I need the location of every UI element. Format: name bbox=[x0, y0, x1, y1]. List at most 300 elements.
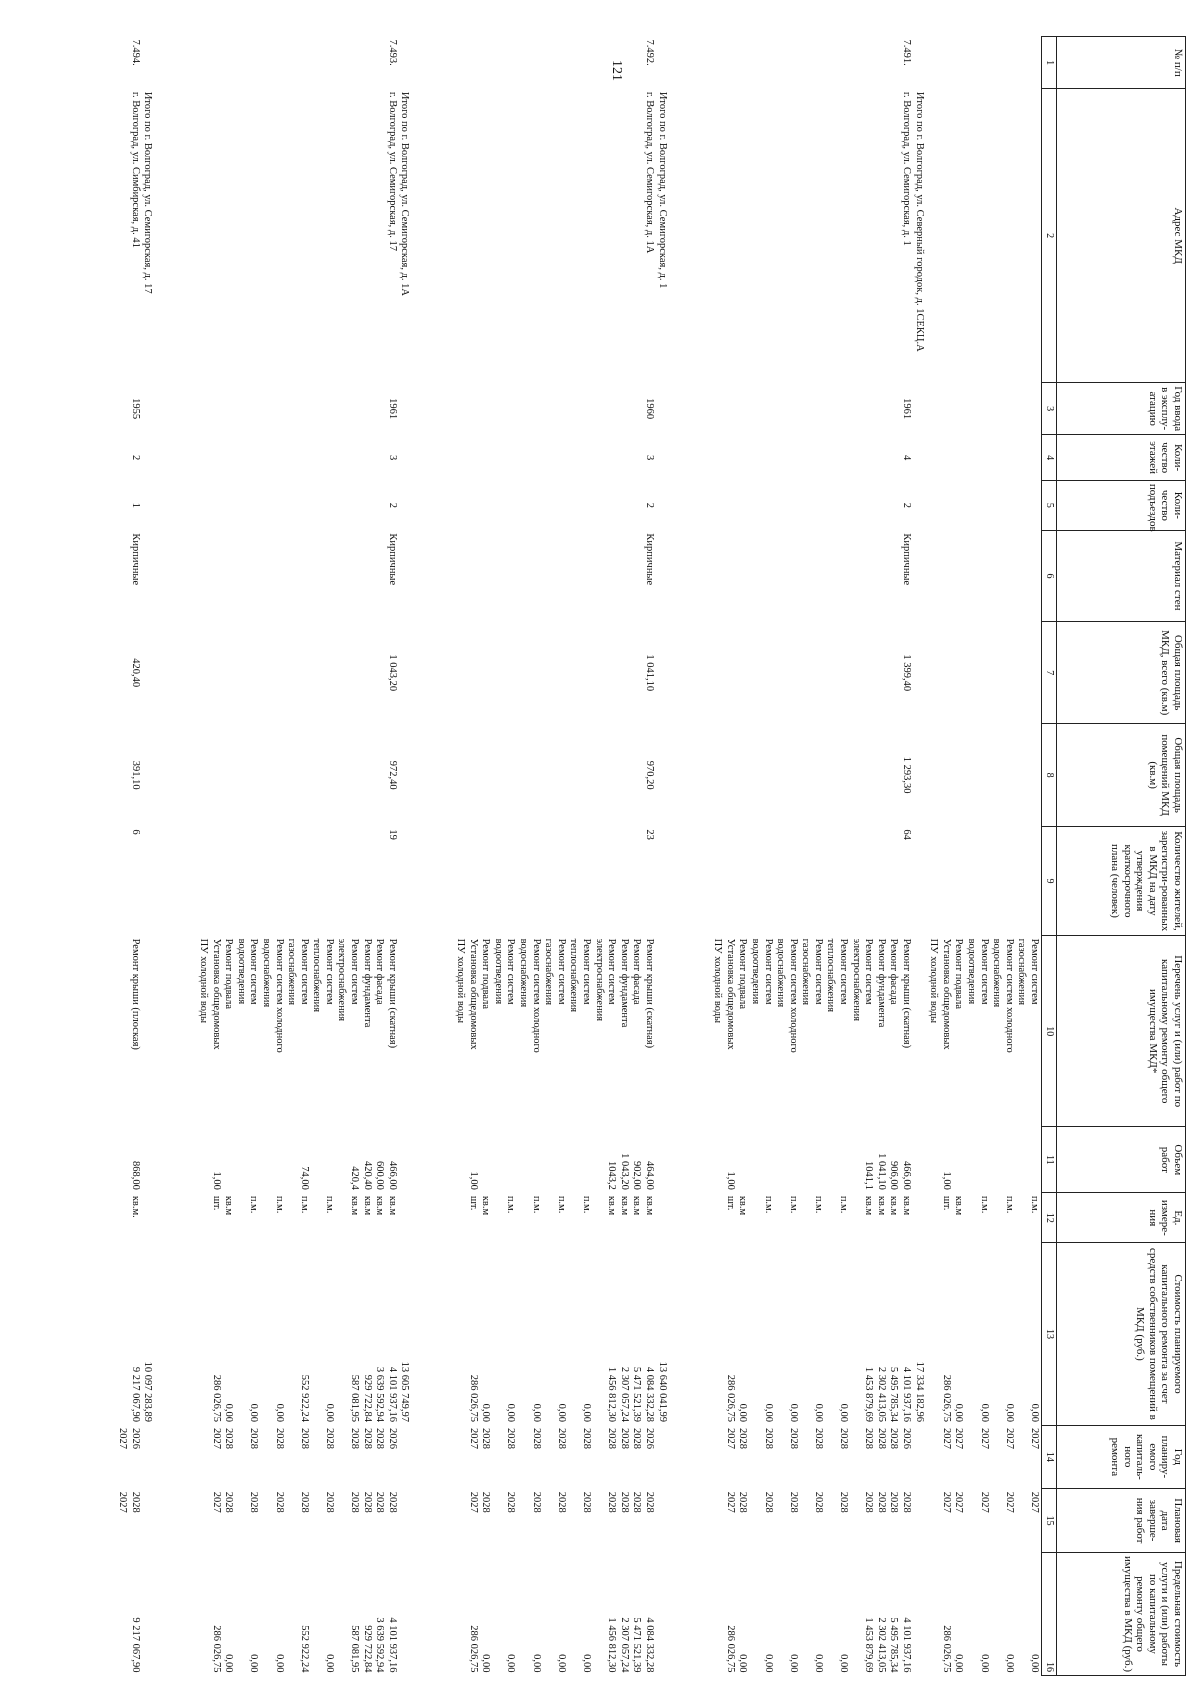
residents-cell bbox=[114, 826, 154, 935]
residents-cell bbox=[709, 826, 926, 935]
work-cell bbox=[114, 936, 154, 1127]
spacer-line bbox=[141, 1130, 154, 1190]
gap-cell bbox=[669, 621, 710, 723]
column-header: № п/п bbox=[1057, 37, 1186, 89]
spacer-line bbox=[141, 533, 154, 618]
gap-cell bbox=[154, 1425, 195, 1489]
gap-cell bbox=[411, 724, 452, 826]
empty-cell bbox=[926, 530, 1042, 621]
floors-cell bbox=[195, 435, 412, 481]
gap-cell bbox=[154, 621, 195, 723]
carryover-volume bbox=[926, 1127, 1042, 1193]
volume-cell bbox=[114, 1127, 154, 1193]
entrances-cell bbox=[195, 480, 412, 530]
spacer-line bbox=[912, 1196, 925, 1240]
column-number: 11 bbox=[1042, 1127, 1057, 1193]
address-cell bbox=[452, 89, 669, 383]
gap-cell bbox=[411, 480, 452, 530]
record-gap bbox=[154, 37, 195, 1676]
column-header: Коли-чество этажей bbox=[1057, 435, 1186, 481]
area_total: 1 043,20 bbox=[386, 654, 398, 692]
end-cell bbox=[114, 1489, 154, 1553]
work-list: Ремонт крыши (плоская) bbox=[129, 938, 141, 1050]
spacer-line bbox=[141, 40, 154, 86]
material: Кирпичные bbox=[386, 533, 398, 586]
plan_year-list: 2026 2028 2028 2028 2028 2028 2028 2028 2028 2027 bbox=[467, 1428, 655, 1449]
unit-list: кв.м. bbox=[129, 1195, 141, 1218]
gap-cell bbox=[411, 1127, 452, 1193]
gap-cell bbox=[669, 1243, 710, 1425]
gap-cell bbox=[154, 1552, 195, 1675]
gap-cell bbox=[154, 435, 195, 481]
gap-cell bbox=[154, 530, 195, 621]
area_rooms-cell bbox=[452, 724, 669, 826]
spacer-line bbox=[655, 727, 668, 823]
spacer-line bbox=[398, 829, 411, 932]
column-header: Год планиру-емого капиталь-ного ремонта bbox=[1057, 1425, 1186, 1489]
limit-list: 9 217 067,90 bbox=[129, 1617, 141, 1673]
end-list: 2028 2027 bbox=[117, 1491, 141, 1513]
plan_year-cell bbox=[709, 1425, 926, 1489]
spacer-line bbox=[141, 438, 154, 478]
gap-cell bbox=[669, 435, 710, 481]
empty-cell bbox=[926, 724, 1042, 826]
column-number: 10 bbox=[1042, 936, 1057, 1127]
record-number: 7.493. bbox=[386, 39, 398, 66]
end-cell bbox=[709, 1489, 926, 1553]
work-cell bbox=[195, 936, 412, 1127]
work-cell bbox=[452, 936, 669, 1127]
address: г. Волгоград, ул. Семигорская, д. 17 bbox=[386, 91, 398, 251]
gap-cell bbox=[411, 1425, 452, 1489]
spacer-line bbox=[912, 483, 925, 527]
spacer-line bbox=[398, 533, 411, 618]
gap-cell bbox=[411, 826, 452, 935]
column-number: 3 bbox=[1042, 382, 1057, 434]
area_rooms-cell bbox=[114, 724, 154, 826]
unit-cell bbox=[452, 1193, 669, 1243]
house-record bbox=[452, 37, 669, 1676]
year: 1961 bbox=[386, 398, 398, 420]
year-cell bbox=[452, 382, 669, 434]
area_total-cell bbox=[195, 621, 412, 723]
end-list: 2028 2028 2028 2028 2028 2028 2028 2028 2028 2027 bbox=[724, 1491, 913, 1513]
total-cost: 13 640 041,99 bbox=[656, 1361, 668, 1422]
area_total-cell bbox=[114, 621, 154, 723]
column-header: Предельная стоимость услуги и (или) работы по капитальному ремонту общего имущества в МКД (руб.) bbox=[1057, 1552, 1186, 1675]
volume-list: 466,00 600,00 420,40 420,4 74,00 1,00 bbox=[210, 1160, 398, 1190]
volume-cell bbox=[452, 1127, 669, 1193]
record-number-cell bbox=[452, 37, 669, 89]
gap-cell bbox=[411, 621, 452, 723]
floors-cell bbox=[114, 435, 154, 481]
gap-cell bbox=[669, 37, 710, 89]
spacer-line bbox=[141, 727, 154, 823]
plan_year-cell bbox=[195, 1425, 412, 1489]
cost-cell bbox=[452, 1243, 669, 1425]
volume-list: 466,00 906,00 1 041,10 1041,1 1,00 bbox=[724, 1153, 913, 1190]
gap-cell bbox=[154, 382, 195, 434]
spacer-line bbox=[912, 1130, 925, 1190]
column-number: 14 bbox=[1042, 1425, 1057, 1489]
year: 1955 bbox=[129, 398, 141, 420]
column-header: Коли-чество подъездов bbox=[1057, 480, 1186, 530]
column-header: Общая площадь МКД, всего (кв.м) bbox=[1057, 621, 1186, 723]
work-list: Ремонт крыши (скатная) Ремонт фасада Ремонт фундамента Ремонт систем электроснабжения Ремонт систем теплоснабжения Ремонт систем газоснабжения Ремонт систем холодного водоснабжения Ремонт систем водоотведения Ремонт подвала Установка общедомовых ПУ холодной воды bbox=[197, 938, 398, 1053]
material-cell bbox=[195, 530, 412, 621]
spacer-line bbox=[655, 1428, 668, 1486]
carryover-cost-text: 0,00 0,00 0,00 0,00 286 026,75 bbox=[940, 1374, 1040, 1422]
spacer-line bbox=[655, 1196, 668, 1240]
gap-cell bbox=[669, 1425, 710, 1489]
record-number: 7.491. bbox=[901, 39, 913, 66]
cost-cell bbox=[114, 1243, 154, 1425]
material: Кирпичные bbox=[643, 533, 655, 586]
column-header: Год ввода в эксплу-атацию bbox=[1057, 382, 1186, 434]
spacer-line bbox=[655, 1130, 668, 1190]
carryover-end-text: 2027 2027 2027 2027 2027 bbox=[940, 1491, 1040, 1513]
spacer-line bbox=[141, 1492, 154, 1550]
entrances-cell bbox=[114, 480, 154, 530]
address-cell bbox=[195, 89, 412, 383]
plan_year-list: 2026 2028 2028 2028 2028 2028 2028 2028 2028 2027 bbox=[210, 1428, 398, 1449]
column-number: 16 bbox=[1042, 1552, 1057, 1675]
limit-cell bbox=[114, 1552, 154, 1675]
spacer-line bbox=[398, 438, 411, 478]
spacer-line bbox=[398, 1555, 411, 1672]
limit-list: 4 101 937,16 3 639 592,94 929 722,84 587 081,95 0,00 552 922,24 0,00 0,00 0,00 286 026,75 bbox=[210, 1617, 398, 1673]
spacer-line bbox=[398, 483, 411, 527]
end-cell bbox=[452, 1489, 669, 1553]
carryover-work-text: Ремонт систем газоснабжения Ремонт систем холодного водоснабжения Ремонт систем водоотведения Ремонт подвала Установка общедомовых ПУ холодной воды bbox=[928, 938, 1040, 1053]
spacer-line bbox=[655, 40, 668, 86]
entrances-cell bbox=[709, 480, 926, 530]
carryover-limit bbox=[926, 1552, 1042, 1675]
spacer-line bbox=[398, 385, 411, 431]
gap-cell bbox=[154, 826, 195, 935]
empty-cell bbox=[926, 382, 1042, 434]
column-number: 1 bbox=[1042, 37, 1057, 89]
year: 1961 bbox=[901, 398, 913, 420]
entrances-cell bbox=[452, 480, 669, 530]
column-header: Ед. измере-ния bbox=[1057, 1193, 1186, 1243]
entrances: 2 bbox=[901, 502, 913, 508]
floors-cell bbox=[709, 435, 926, 481]
column-header: Общая площадь помещений МКД (кв.м) bbox=[1057, 724, 1186, 826]
gap-cell bbox=[411, 530, 452, 621]
column-header: Количество жителей, зарегистри-рованных в МКД на дату утверждения краткосрочного плана (человек) bbox=[1057, 826, 1186, 935]
spacer-line bbox=[912, 533, 925, 618]
spacer-line bbox=[655, 939, 668, 1124]
column-number: 8 bbox=[1042, 724, 1057, 826]
area_total-cell bbox=[452, 621, 669, 723]
spacer-line bbox=[655, 624, 668, 720]
gap-cell bbox=[669, 936, 710, 1127]
gap-cell bbox=[154, 1127, 195, 1193]
work-list: Ремонт крыши (скатная) Ремонт фасада Ремонт фундамента Ремонт систем электроснабжения Ремонт систем теплоснабжения Ремонт систем газоснабжения Ремонт систем холодного водоснабжения Ремонт систем водоотведения Ремонт подвала Установка общедомовых ПУ холодной воды bbox=[455, 938, 655, 1053]
spacer-line bbox=[398, 1130, 411, 1190]
empty-cell bbox=[926, 621, 1042, 723]
cost-list: 9 217 067,90 bbox=[129, 1366, 141, 1422]
gap-cell bbox=[154, 480, 195, 530]
record-number: 7.492. bbox=[643, 39, 655, 66]
column-number: 5 bbox=[1042, 480, 1057, 530]
unit-list: кв.м кв.м кв.м кв.м п.м. п.м. п.м. п.м. кв.м шт. bbox=[210, 1195, 398, 1216]
area_total: 1 041,10 bbox=[643, 654, 655, 692]
area_rooms-cell bbox=[195, 724, 412, 826]
area_rooms: 972,40 bbox=[386, 760, 398, 790]
volume-list: 464,00 902,00 1 043,20 1043,2 1,00 bbox=[467, 1153, 655, 1190]
gap-cell bbox=[669, 530, 710, 621]
residents-cell bbox=[452, 826, 669, 935]
column-header: Адрес МКД bbox=[1057, 89, 1186, 383]
gap-cell bbox=[411, 1552, 452, 1675]
column-number: 13 bbox=[1042, 1243, 1057, 1425]
work-cell bbox=[709, 936, 926, 1127]
empty-cell bbox=[926, 480, 1042, 530]
spacer-line bbox=[655, 438, 668, 478]
spacer-line bbox=[912, 1555, 925, 1672]
plan_year-list: 2026 2028 2028 2028 2028 2028 2028 2028 2028 2027 bbox=[724, 1428, 913, 1449]
volume-list: 868,00 bbox=[129, 1160, 141, 1190]
carryover-work bbox=[926, 936, 1042, 1127]
gap-cell bbox=[154, 89, 195, 383]
spacer-line bbox=[141, 1428, 154, 1486]
area_rooms: 1 293,30 bbox=[901, 756, 913, 794]
carryover-volume-text: 1,00 bbox=[940, 1171, 952, 1190]
material-cell bbox=[452, 530, 669, 621]
total-label: Итого по г. Волгоград, ул. Семигорская, д. 1А bbox=[399, 91, 411, 297]
gap-cell bbox=[411, 1489, 452, 1553]
column-header: Материал стен bbox=[1057, 530, 1186, 621]
spacer-line bbox=[655, 483, 668, 527]
unit-list: кв.м кв.м кв.м кв.м п.м. п.м. п.м. п.м. кв.м шт. bbox=[724, 1195, 913, 1216]
column-header: Объем работ bbox=[1057, 1127, 1186, 1193]
entrances: 2 bbox=[643, 502, 655, 508]
year-cell bbox=[195, 382, 412, 434]
carryover-year-text: 2027 2027 2027 2027 2027 bbox=[940, 1428, 1040, 1449]
end-list: 2028 2028 2028 2028 2028 2028 2028 2028 2028 2027 bbox=[210, 1491, 398, 1513]
record-gap bbox=[669, 37, 710, 1676]
gap-cell bbox=[411, 382, 452, 434]
record-gap bbox=[411, 37, 452, 1676]
residents: 19 bbox=[386, 829, 398, 840]
unit-cell bbox=[195, 1193, 412, 1243]
gap-cell bbox=[669, 1489, 710, 1553]
carryover-unit-text: п.м. п.м. п.м. кв.м шт. bbox=[940, 1195, 1040, 1216]
entrances: 1 bbox=[129, 502, 141, 508]
gap-cell bbox=[669, 1552, 710, 1675]
spacer-line bbox=[912, 438, 925, 478]
gap-cell bbox=[669, 1193, 710, 1243]
material-cell bbox=[709, 530, 926, 621]
address: г. Волгоград, ул. Семигорская, д. 1А bbox=[643, 91, 655, 254]
address: г. Волгоград, ул. Семигорская, д. 1 bbox=[901, 91, 913, 246]
gap-cell bbox=[411, 1243, 452, 1425]
spacer-line bbox=[398, 939, 411, 1124]
column-number-row bbox=[1042, 37, 1057, 1676]
gap-cell bbox=[669, 1127, 710, 1193]
gap-cell bbox=[154, 1489, 195, 1553]
limit-cell bbox=[195, 1552, 412, 1675]
material: Кирпичные bbox=[901, 533, 913, 586]
floors: 4 bbox=[901, 454, 913, 461]
floors: 3 bbox=[643, 454, 655, 461]
carryover-year bbox=[926, 1425, 1042, 1489]
work-list: Ремонт крыши (скатная) Ремонт фасада Ремонт фундамента Ремонт систем электроснабжения Ремонт систем теплоснабжения Ремонт систем газоснабжения Ремонт систем холодного водоснабжения Ремонт систем водоотведения Ремонт подвала Установка общедомовых ПУ холодной воды bbox=[712, 938, 913, 1053]
gap-cell bbox=[669, 382, 710, 434]
year-cell bbox=[114, 382, 154, 434]
gap-cell bbox=[669, 480, 710, 530]
spacer-line bbox=[141, 483, 154, 527]
column-number: 4 bbox=[1042, 435, 1057, 481]
total-cost: 13 605 749,97 bbox=[399, 1361, 411, 1422]
area_total-cell bbox=[709, 621, 926, 723]
spacer-line bbox=[141, 939, 154, 1124]
gap-cell bbox=[669, 724, 710, 826]
limit-list: 4 101 937,16 5 495 785,34 2 302 413,05 1 453 879,69 0,00 0,00 0,00 0,00 0,00 286 026,75 bbox=[724, 1617, 913, 1673]
limit-cell bbox=[709, 1552, 926, 1675]
column-number: 2 bbox=[1042, 89, 1057, 383]
column-number: 6 bbox=[1042, 530, 1057, 621]
unit-cell bbox=[709, 1193, 926, 1243]
cost-cell bbox=[195, 1243, 412, 1425]
total-label: Итого по г. Волгоград, ул. Северный городок, д. 1СЕКЦ.А bbox=[913, 91, 925, 352]
spacer-line bbox=[398, 624, 411, 720]
spacer-line bbox=[912, 385, 925, 431]
spacer-line bbox=[912, 40, 925, 86]
spacer-line bbox=[141, 624, 154, 720]
limit-list: 4 084 332,28 5 471 521,39 2 307 057,24 1 456 812,30 0,00 0,00 0,00 0,00 0,00 286 026,75 bbox=[467, 1617, 655, 1673]
material-cell bbox=[114, 530, 154, 621]
gap-cell bbox=[411, 37, 452, 89]
gap-cell bbox=[411, 435, 452, 481]
gap-cell bbox=[154, 1193, 195, 1243]
limit-cell bbox=[452, 1552, 669, 1675]
record-number: 7.494. bbox=[129, 39, 141, 66]
cost-list: 4 084 332,28 5 471 521,39 2 307 057,24 1 456 812,30 0,00 0,00 0,00 0,00 0,00 286 026,75 bbox=[467, 1366, 655, 1422]
cost-cell bbox=[709, 1243, 926, 1425]
column-number: 12 bbox=[1042, 1193, 1057, 1243]
spacer-line bbox=[398, 1492, 411, 1550]
gap-cell bbox=[154, 37, 195, 89]
record-number-cell bbox=[114, 37, 154, 89]
spacer-line bbox=[912, 727, 925, 823]
house-record bbox=[709, 37, 926, 1676]
gap-cell bbox=[669, 89, 710, 383]
residents-cell bbox=[195, 826, 412, 935]
spacer-line bbox=[912, 939, 925, 1124]
material: Кирпичные bbox=[129, 533, 141, 586]
column-number: 15 bbox=[1042, 1489, 1057, 1553]
empty-cell bbox=[926, 826, 1042, 935]
spacer-line bbox=[398, 1196, 411, 1240]
empty-cell bbox=[926, 37, 1042, 89]
cost-list: 4 101 937,16 3 639 592,94 929 722,84 587 081,95 0,00 552 922,24 0,00 0,00 0,00 286 026,75 bbox=[210, 1366, 398, 1422]
table-header-row bbox=[1057, 37, 1186, 1676]
gap-cell bbox=[411, 936, 452, 1127]
gap-cell bbox=[411, 89, 452, 383]
spacer-line bbox=[398, 40, 411, 86]
floors: 2 bbox=[129, 454, 141, 461]
house-record bbox=[114, 37, 154, 1676]
cost-list: 4 101 937,16 5 495 785,34 2 302 413,05 1 453 879,69 0,00 0,00 0,00 0,00 0,00 286 026,75 bbox=[724, 1366, 913, 1422]
gap-cell bbox=[154, 1243, 195, 1425]
area_rooms: 391,10 bbox=[129, 760, 141, 790]
empty-cell bbox=[926, 435, 1042, 481]
total-cost: 10 097 283,89 bbox=[142, 1361, 154, 1422]
volume-cell bbox=[195, 1127, 412, 1193]
gap-cell bbox=[669, 826, 710, 935]
end-cell bbox=[195, 1489, 412, 1553]
spacer-line bbox=[141, 1196, 154, 1240]
floors-cell bbox=[452, 435, 669, 481]
carryover-end bbox=[926, 1489, 1042, 1553]
total-cost: 17 334 182,96 bbox=[913, 1361, 925, 1422]
spacer-line bbox=[655, 533, 668, 618]
address: г. Волгоград, ул. Симбирская, д. 41 bbox=[129, 91, 141, 248]
spacer-line bbox=[655, 1555, 668, 1672]
carryover-row bbox=[926, 37, 1042, 1676]
column-header: Стоимость планируемого капитального ремонта за счет средств собственников помещений в МКД (руб.) bbox=[1057, 1243, 1186, 1425]
total-label: Итого по г. Волгоград, ул. Семигорская, д. 1 bbox=[656, 91, 668, 289]
carryover-unit bbox=[926, 1193, 1042, 1243]
page-number: 121 bbox=[609, 60, 624, 81]
area_rooms: 970,20 bbox=[643, 760, 655, 790]
residents: 23 bbox=[643, 829, 655, 840]
unit-cell bbox=[114, 1193, 154, 1243]
spacer-line bbox=[655, 829, 668, 932]
address-cell bbox=[114, 89, 154, 383]
gap-cell bbox=[411, 1193, 452, 1243]
plan_year-cell bbox=[452, 1425, 669, 1489]
plan_year-cell bbox=[114, 1425, 154, 1489]
spacer-line bbox=[141, 829, 154, 932]
gap-cell bbox=[154, 936, 195, 1127]
year-cell bbox=[709, 382, 926, 434]
column-number: 9 bbox=[1042, 826, 1057, 935]
spacer-line bbox=[655, 385, 668, 431]
spacer-line bbox=[398, 1428, 411, 1486]
plan_year-list: 2026 2027 bbox=[117, 1428, 141, 1449]
spacer-line bbox=[398, 727, 411, 823]
residents: 6 bbox=[129, 829, 141, 835]
gap-cell bbox=[154, 724, 195, 826]
carryover-cost bbox=[926, 1243, 1042, 1425]
column-header: Плановая дата заверше-ния работ bbox=[1057, 1489, 1186, 1553]
total-label: Итого по г. Волгоград, ул. Семигорская, д. 17 bbox=[142, 91, 154, 294]
spacer-line bbox=[141, 1555, 154, 1672]
area_total: 1 399,40 bbox=[901, 654, 913, 692]
house-record bbox=[195, 37, 412, 1676]
area_total: 420,40 bbox=[129, 658, 141, 688]
record-number-cell bbox=[195, 37, 412, 89]
year: 1960 bbox=[643, 398, 655, 420]
unit-list: кв.м кв.м кв.м кв.м п.м. п.м. п.м. п.м. кв.м шт. bbox=[467, 1195, 655, 1216]
end-list: 2028 2028 2028 2028 2028 2028 2028 2028 2028 2027 bbox=[467, 1491, 655, 1513]
record-number-cell bbox=[709, 37, 926, 89]
address-cell bbox=[709, 89, 926, 383]
carryover-limit-text: 0,00 0,00 0,00 0,00 286 026,75 bbox=[940, 1625, 1040, 1673]
floors: 3 bbox=[386, 454, 398, 461]
volume-cell bbox=[709, 1127, 926, 1193]
spacer-line bbox=[912, 1428, 925, 1486]
spacer-line bbox=[141, 385, 154, 431]
capital-repair-table bbox=[114, 36, 1186, 1676]
column-number: 7 bbox=[1042, 621, 1057, 723]
entrances: 2 bbox=[386, 502, 398, 508]
spacer-line bbox=[912, 1492, 925, 1550]
